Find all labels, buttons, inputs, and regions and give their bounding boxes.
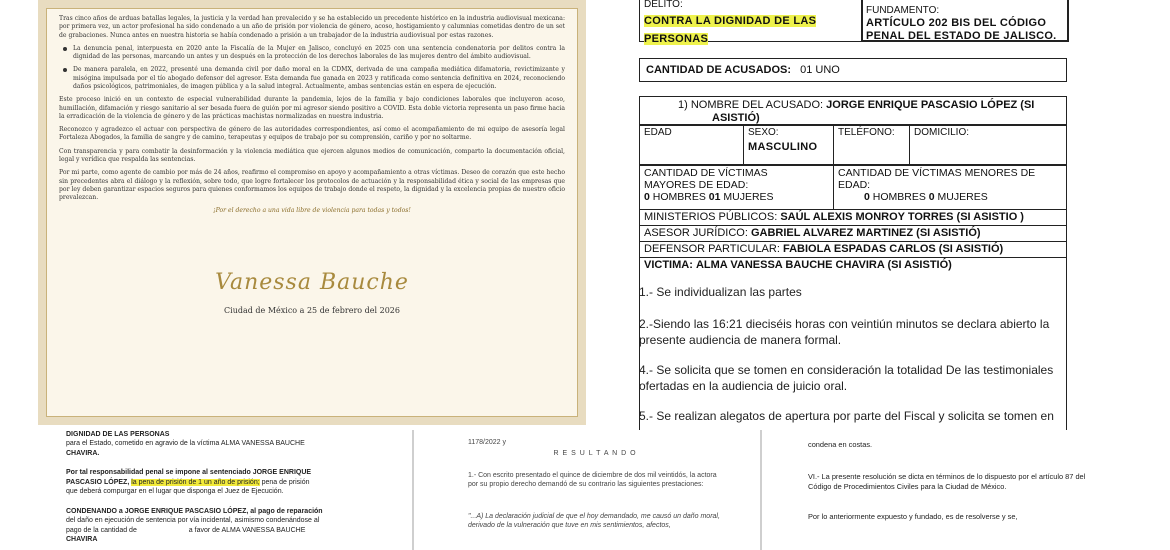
domicilio-label: DOMICILIO: <box>914 127 970 138</box>
civil-header: R E S U L T A N D O <box>553 450 637 458</box>
telefono-label: TELÉFONO: <box>838 127 895 138</box>
civil-paragraph-1: 1.- Con escrito presentado el quince de diciembre de dos mil veintidós, la actora por su propio derecho demandó de su contrario las siguientes prestaciones: <box>468 471 717 489</box>
sentence-line2: para el Estado, cometido en agravio de la víctima ALMA VANESSA BAUCHE <box>66 440 305 448</box>
victimas-menores-hombres-value: 0 <box>864 191 870 203</box>
statement-letter <box>38 0 586 425</box>
step-1: 1.- Se individualizan las partes <box>639 285 802 299</box>
sentence-penalty-b: PASCASIO LÓPEZ, <box>66 478 130 486</box>
asesor-label: ASESOR JURÍDICO: <box>644 227 748 239</box>
step-2-line1: 2.-Siendo las 16:21 dieciséis horas con veintiún minutos se declara abierto la <box>639 317 1050 331</box>
step-2-line2: presente audiencia de manera formal. <box>639 333 842 347</box>
civil-ruling-page <box>452 430 738 550</box>
resolution-paragraph-7: Por lo anteriormente expuesto y fundado, es de resolverse y se, <box>808 511 1018 521</box>
sexo-label: SEXO: <box>748 127 779 138</box>
edad-label: EDAD <box>644 127 672 138</box>
step-4-line2: ofertadas en la audiencia de juicio oral. <box>639 379 848 393</box>
sexo-value: MASCULINO <box>748 141 818 153</box>
sentence-reparation-e: CHAVIRA <box>66 535 98 543</box>
victimas-mayores-mujeres-value: 01 <box>708 191 721 203</box>
resolution-paragraph-6: VI.- La presente resolución se dicta en términos de lo dispuesto por el artículo 87 del Código de Procedimientos Civiles para la Ciudad de México. <box>808 471 1086 491</box>
letter-paragraph-transparency: Con transparencia y para combatir la desinformación y la violencia mediática que ejercen algunos medios de comunicación, comparto la documentación oficial, legal y verídica que respalda las sentencias. <box>59 147 565 163</box>
asesor-value: GABRIEL ALVAREZ MARTINEZ (SI ASISTIÓ) <box>750 227 981 239</box>
letter-place-date: Ciudad de México a 25 de febrero del 2026 <box>224 305 400 315</box>
divider-right <box>760 430 762 550</box>
letter-signature: Vanessa Bauche <box>215 269 409 295</box>
fundamento-cell <box>861 0 1069 42</box>
delito-label: DELITO: <box>644 0 683 10</box>
defensor-label: DEFENSOR PARTICULAR: <box>644 243 780 255</box>
victimas-menores-label-2: EDAD: <box>838 179 871 191</box>
menores-mujeres-label: MUJERES <box>937 191 988 203</box>
fundamento-value-line2: PENAL DEL ESTADO DE JALISCO. <box>866 30 1057 42</box>
letter-paragraph-commitment: Por mi parte, como agente de cambio por más de 24 años, reafirmo el compromiso en apoyo y acompañamiento a otras víctimas. Deseo de corazón que este hecho sin precedentes abra el diálogo y la reflexión, sobre todo, que logre fortalecer los protocolos de actuación y la responsabilidad ética y social de las empresas que por ley deben garantizar espacios seguros para quienes conformamos los equipos de trabajo donde el respeto, la dignidad y la excelencia propias de nuestro oficio prevalezcan. <box>59 169 565 202</box>
victimas-menores-mujeres-value: 0 <box>928 191 935 203</box>
civil-ref: 1178/2022 y <box>468 439 507 446</box>
victima-label: VICTIMA: <box>644 259 693 271</box>
victimas-mayores-hombres-value: 0 <box>644 191 650 203</box>
sentence-reparation-c: pago de la cantidad de <box>66 526 137 534</box>
acusado-label: 1) NOMBRE DEL ACUSADO: <box>678 99 824 111</box>
letter-bullet-criminal: La denuncia penal, interpuesta en 2020 ante la Fiscalía de la Mujer en Jalisco, concluyó en 2025 con una sentencia condenatoria por delitos contra la dignidad de las personas, marcando un antes y un después en la protección de los derechos laborales de las mujeres dentro del ámbito audiovisual. <box>59 45 565 62</box>
victima-value: ALMA VANESSA BAUCHE CHAVIRA (SI ASISTIÓ) <box>695 259 952 271</box>
letter-paragraph-thanks: Reconozco y agradezco el actuar con perspectiva de género de las autoridades correspondientes, así como el acompañamiento de mi equipo de asesoría legal Fortaleza Abogados, la familia de sangre y de camino, terapeutas y equipos de trabajo por su comprensión, cariño y por no soltarme. <box>59 126 565 142</box>
fundamento-value-line1: ARTÍCULO 202 BIS DEL CÓDIGO <box>866 17 1047 29</box>
resolution-line1: condena en costas. <box>808 440 873 449</box>
civil-resolution-page <box>796 430 1114 550</box>
letter-paper <box>46 8 578 417</box>
sentence-line1: DIGNIDAD DE LAS PERSONAS <box>66 431 170 438</box>
delito-value-line1: CONTRA LA DIGNIDAD DE LAS <box>644 15 817 27</box>
letter-bullets <box>59 45 565 91</box>
sentence-page <box>52 430 370 550</box>
sentence-penalty-d: que deberá compurgar en el lugar que disponga el Juez de Ejecución. <box>66 488 284 496</box>
delito-value-line2: PERSONAS <box>644 33 709 45</box>
defensor-value: FABIOLA ESPADAS CARLOS (SI ASISTIÓ) <box>782 243 1004 255</box>
victimas-mayores-label-2: MAYORES DE EDAD: <box>644 179 749 191</box>
divider-left <box>412 430 414 550</box>
hearing-record <box>615 0 1090 432</box>
acusado-cell <box>639 96 1067 126</box>
asesor-row <box>639 226 1067 242</box>
ministerios-label: MINISTERIOS PÚBLICOS: <box>644 211 778 223</box>
sentence-reparation-d: a favor de ALMA VANESSA BAUCHE <box>188 526 306 534</box>
sentence-reparation-b: del daño en ejecución de sentencia por vía incidental, asimismo condenándose al <box>66 517 320 525</box>
delito-cell <box>639 0 863 45</box>
acusado-value-line1: JORGE ENRIQUE PASCASIO LÓPEZ (SI <box>826 99 1035 111</box>
acusado-value-line2: ASISTIÓ) <box>712 112 760 124</box>
acusados-value: 01 UNO <box>800 64 840 76</box>
menores-hombres-label: HOMBRES <box>872 191 926 203</box>
sentence-reparation-a: CONDENANDO a JORGE ENRIQUE PASCASIO LÓPEZ, al pago de reparación <box>66 507 323 515</box>
datos-acusado-row <box>639 124 1067 166</box>
step-5-line1: 5.- Se realizan alegatos de apertura por parte del Fiscal y solicita se tomen en <box>639 409 1054 423</box>
letter-bullet-civil: De manera paralela, en 2022, presenté una demanda civil por daño moral en la CDMX, derivada de una campaña mediática difamatoria, revictimizante y misógina impulsada por el tío abogado defensor del agresor. Esta demanda fue ganada en 2023 y ratificada como sentencia definitiva en 2024, reconociendo daños psicológicos, patrimoniales, de imagen pública y a la salud integral. Actualmente, ambas sentencias están en espera de ejecución. <box>59 66 565 91</box>
letter-closing: ¡Por el derecho a una vida libre de violencia para todas y todos! <box>213 207 411 215</box>
ministerios-value: SAÚL ALEXIS MONROY TORRES (SI ASISTIO ) <box>780 211 1024 223</box>
acusados-cell <box>639 58 1067 82</box>
ministerios-row <box>639 210 1067 226</box>
step-4-line1: 4.- Se solicita que se tomen en consideración la totalidad De las testimoniales <box>639 363 1054 377</box>
victimas-mayores-label-1: CANTIDAD DE VÍCTIMAS <box>644 167 768 179</box>
victimas-menores-label-1: CANTIDAD DE VÍCTIMAS MENORES DE <box>838 167 1036 179</box>
letter-intro: Tras cinco años de arduas batallas legales, la justicia y la verdad han prevalecido y se ha establecido un precedente histórico en la industria audiovisual mexicana: por primera vez, un actor profesional ha sido condenado a un año de prisión por violencia de género, acoso, hostigamiento y calumnias cometidas dentro de un set de grabaciones. Nunca antes en nuestra historia se había condenado a prisión a un trabajador de la industria audiovisual por estas razones. <box>59 15 565 39</box>
sentence-penalty-a: Por tal responsabilidad penal se impone al sentenciado JORGE ENRIQUE <box>66 469 312 477</box>
civil-quote: "...A) La declaración judicial de que el hoy demandado, me causó un daño moral, derivado de la vulneración que tuve en mis sentimientos, afectos, <box>468 512 720 530</box>
acusados-label: CANTIDAD DE ACUSADOS: <box>646 64 792 76</box>
victimas-row <box>639 164 1067 210</box>
sentence-line3: CHAVIRA. <box>66 449 100 457</box>
fundamento-label: FUNDAMENTO: <box>866 5 940 16</box>
defensor-row <box>639 242 1067 258</box>
sentence-penalty-highlight: la pena de prisión de 1 un año de prisión; <box>131 478 260 486</box>
letter-paragraph-context: Este proceso inició en un contexto de especial vulnerabilidad durante la pandemia, lejos de la familia y bajo condiciones laborales que incluyeron acoso, humillación, difamación y riesgo sanitario al ser besada fuera de guión por mi agresor siendo positivo a COVID. Esta doble victoria representa un paso firme hacia la erradicación de la violencia de género y de las prácticas machistas normalizadas en nuestra industria. <box>59 96 565 120</box>
mujeres-label: MUJERES <box>723 191 774 203</box>
sentence-penalty-c: pena de prisión <box>261 478 310 486</box>
hombres-label: HOMBRES <box>652 191 706 203</box>
